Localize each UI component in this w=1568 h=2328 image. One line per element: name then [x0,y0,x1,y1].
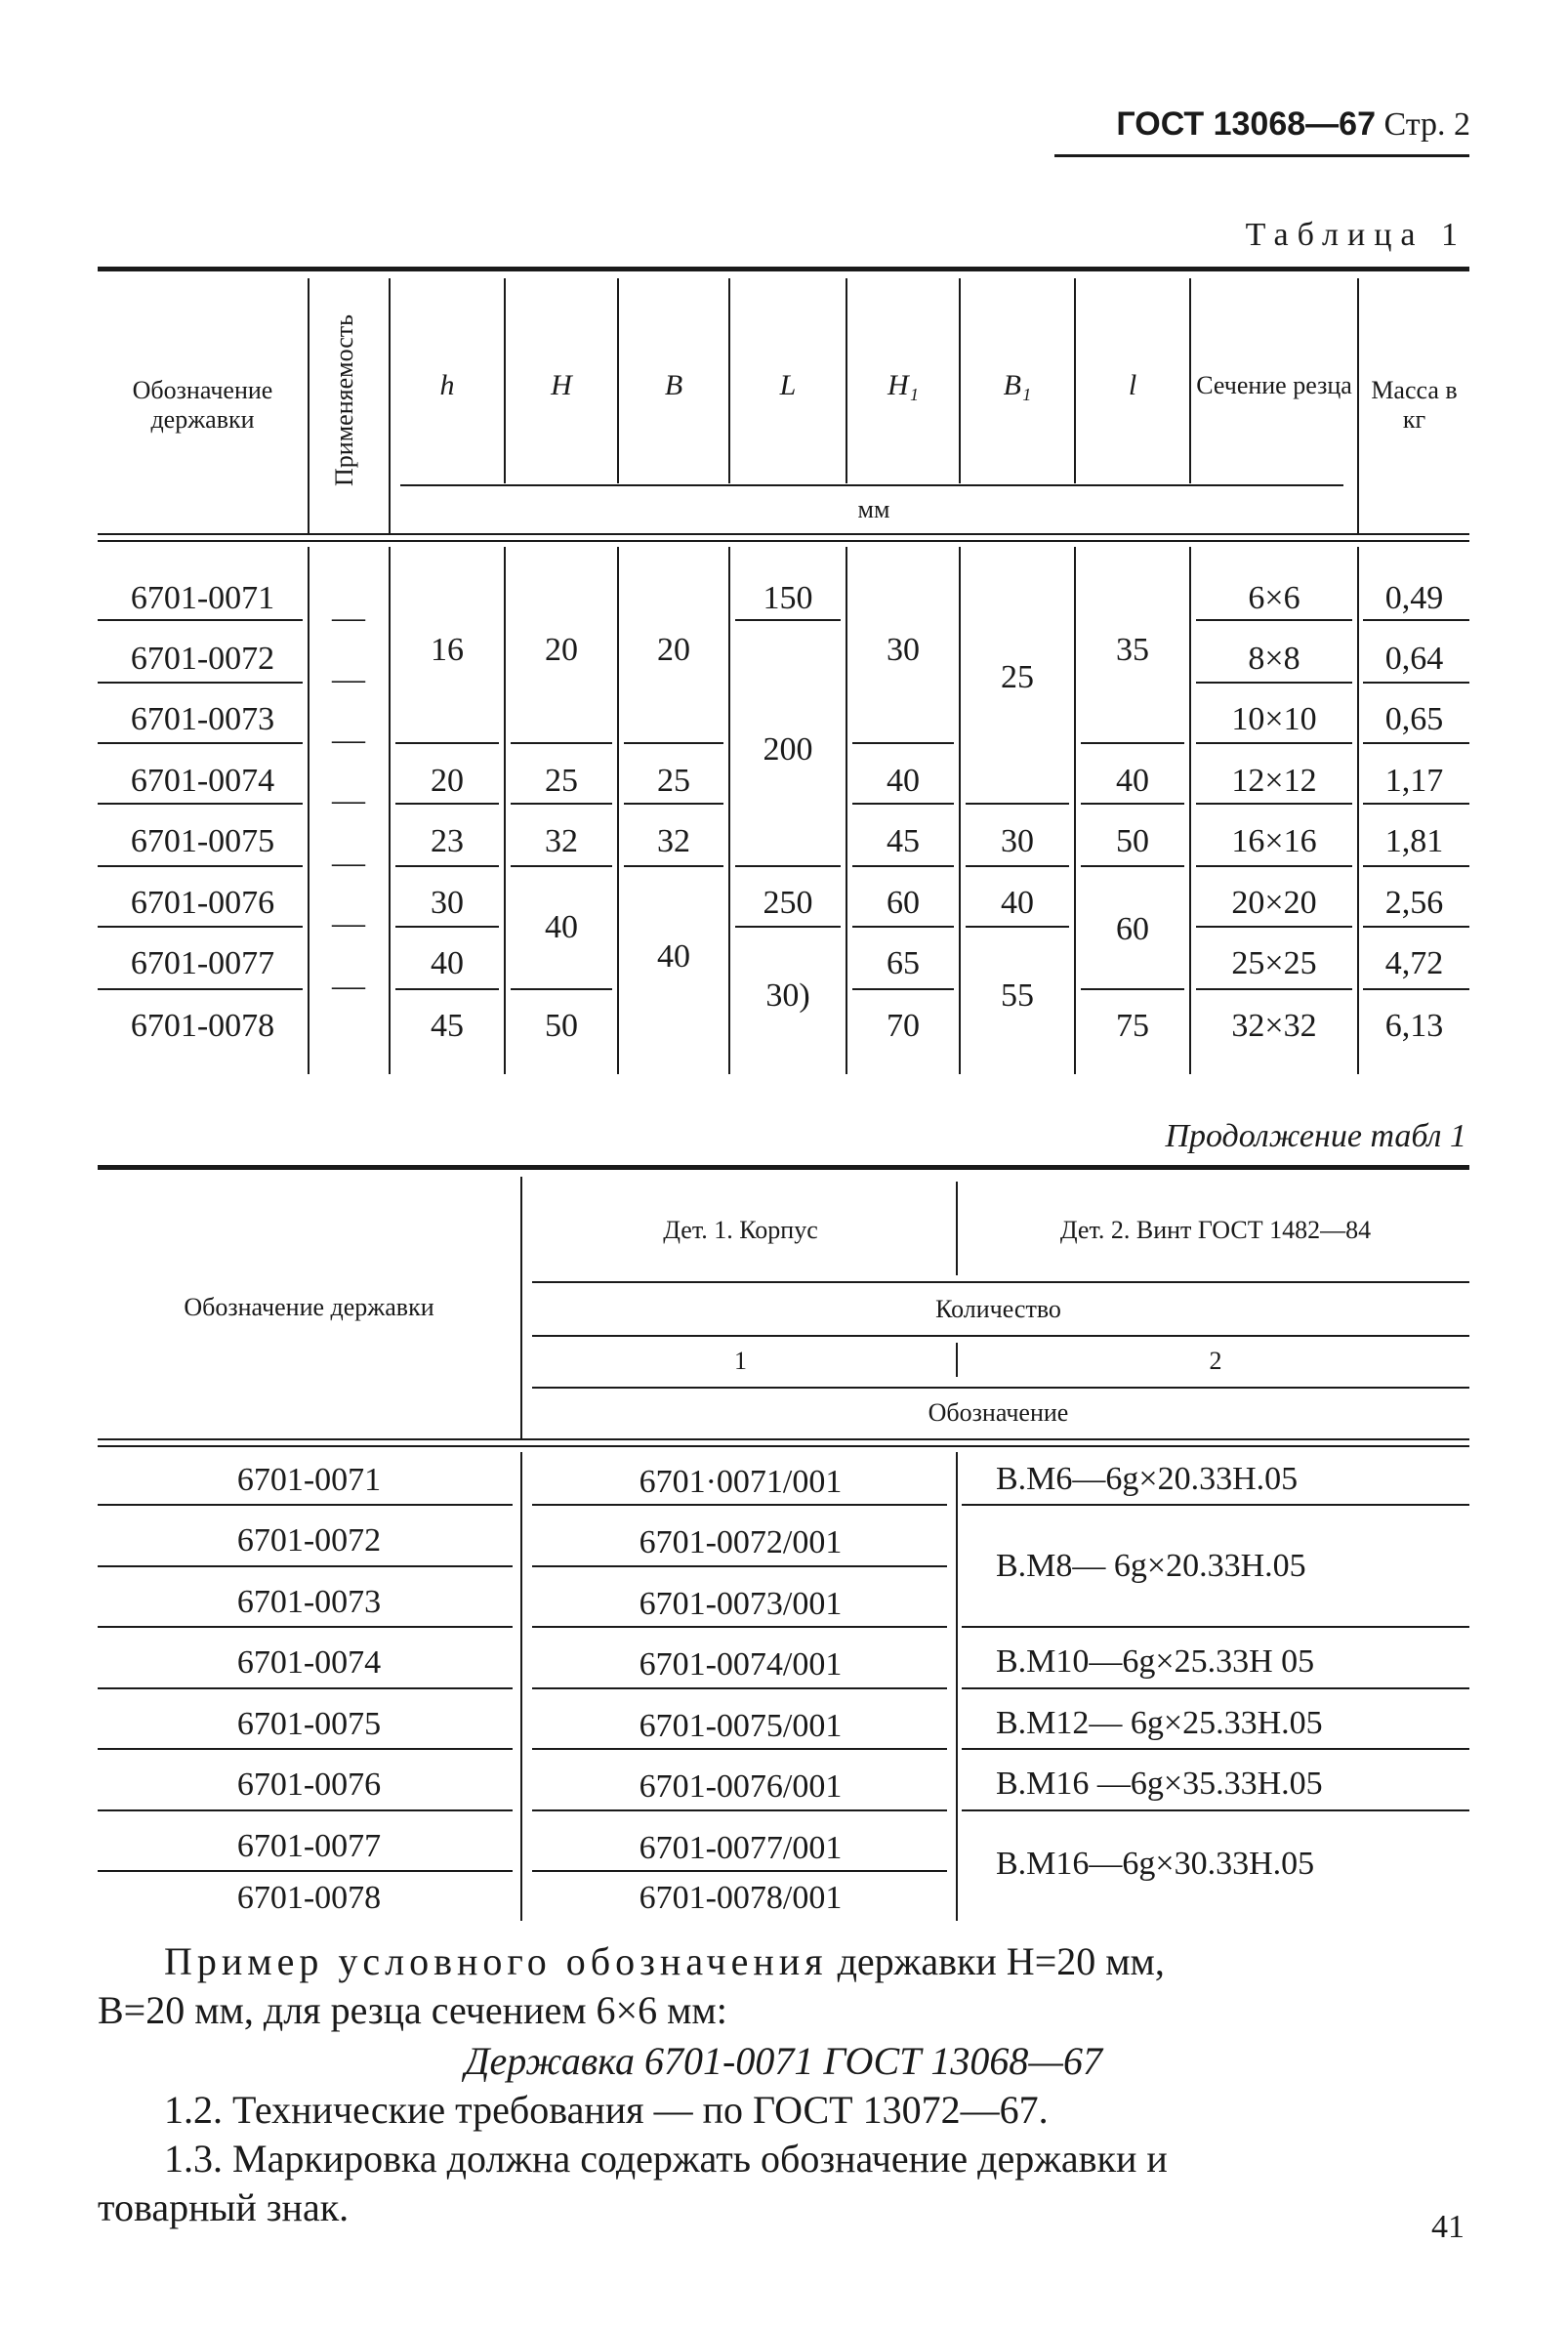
t2-head-oboz: Обозначение [928,1398,1069,1427]
t2-screw: В.М16—6g×30.33Н.05 [996,1846,1315,1882]
t1-h: 23 [431,823,464,859]
t1-mass: 0,65 [1384,701,1444,737]
t1-applicability: — [332,845,365,881]
t1-applicability: — [332,905,365,941]
page-label: Стр. 2 [1383,106,1470,143]
t1-H: 20 [545,632,578,668]
t1-H1: 45 [887,823,920,859]
t1-mass: 4,72 [1384,945,1444,981]
t2-body: 6701·0071/001 [639,1464,843,1500]
t1-h: 40 [431,945,464,981]
t2-screw: В.М6—6g×20.33Н.05 [996,1461,1299,1497]
t2-designation: 6701-0074 [236,1644,382,1681]
t1-B1: 55 [1001,977,1034,1014]
t2-designation: 6701-0076 [236,1767,382,1803]
t1-head-mm: мм [857,495,890,523]
table1-caption: Таблица 1 [1245,217,1466,253]
example-line2: B=20 мм, для резца сечением 6×6 мм: [98,1988,727,2032]
t1-B: 40 [657,938,690,975]
t1-mass: 1,17 [1384,763,1444,799]
t2-head-q1: 1 [734,1347,747,1375]
paragraph-1-2: 1.2. Технические требования — по ГОСТ 13072—67. [164,2088,1049,2132]
example-designation: Державка 6701-0071 ГОСТ 13068—67 [465,2039,1102,2083]
paragraph-1-3-cont: товарный знак. [98,2185,350,2229]
t1-applicability: — [332,661,365,697]
t1-designation: 6701-0073 [130,701,275,737]
t2-body: 6701-0078/001 [639,1880,843,1916]
t2-designation: 6701-0075 [236,1706,382,1742]
t1-section: 10×10 [1231,701,1317,737]
page-number: 41 [1431,2209,1465,2245]
t1-l: 40 [1116,763,1149,799]
t2-body: 6701-0074/001 [639,1646,843,1683]
t1-head-l: l [1128,369,1137,401]
t1-head-B1: B₁ [1003,369,1032,401]
t1-designation: 6701-0071 [130,580,275,616]
t1-h: 16 [431,632,464,668]
t1-H1: 40 [887,763,920,799]
t1-B: 20 [657,632,690,668]
t1-H: 50 [545,1008,578,1044]
t2-body: 6701-0075/001 [639,1708,843,1744]
t2-head-quantity: Количество [935,1295,1061,1323]
t2-designation: 6701-0077 [236,1828,382,1864]
t2-body: 6701-0077/001 [639,1830,843,1866]
t1-mass: 2,56 [1384,885,1444,921]
t1-H1: 30 [887,632,920,668]
t1-H: 25 [545,763,578,799]
t1-head-H1: H₁ [887,369,920,401]
t1-B1: 25 [1001,659,1034,695]
t1-designation: 6701-0077 [130,945,275,981]
t1-designation: 6701-0072 [130,641,275,677]
t1-h: 30 [431,885,464,921]
t1-section: 16×16 [1231,823,1317,859]
t1-H: 32 [545,823,578,859]
document-header [1116,105,1470,144]
t1-L: 200 [763,731,813,768]
t1-mass: 1,81 [1384,823,1444,859]
t1-head-designation: Обозначение державки [132,376,273,434]
t1-L: 250 [763,885,813,921]
t1-applicability [310,997,387,1056]
t1-section: 8×8 [1248,641,1300,677]
t1-l: 60 [1116,911,1149,947]
t2-screw: В.М16 —6g×35.33Н.05 [996,1766,1323,1802]
t1-designation: 6701-0078 [130,1008,275,1044]
t2-designation: 6701-0073 [236,1584,382,1620]
t1-applicability: — [332,968,365,1004]
example-rest: державки H=20 мм, [827,1939,1165,1983]
t2-head-designation: Обозначение державки [184,1293,434,1321]
t1-mass: 0,49 [1384,580,1444,616]
t2-screw: В.М10—6g×25.33Н 05 [996,1643,1315,1680]
t1-l: 75 [1116,1008,1149,1044]
t1-section: 32×32 [1231,1008,1317,1044]
t1-designation: 6701-0075 [130,823,275,859]
t1-l: 50 [1116,823,1149,859]
t1-head-applicability: Применяемость [330,314,358,486]
t2-designation: 6701-0071 [236,1462,382,1498]
t1-designation: 6701-0074 [130,763,275,799]
t1-h: 45 [431,1008,464,1044]
paragraph-1-3: 1.3. Маркировка должна содержать обозначение державки и [164,2137,1168,2181]
t1-B1: 30 [1001,823,1034,859]
t1-applicability: — [332,600,365,636]
t1-applicability: — [332,782,365,818]
t1-H: 40 [545,909,578,945]
t2-head-q2: 2 [1209,1347,1222,1375]
table2-caption: Продолжение табл 1 [1165,1118,1466,1154]
t1-section: 25×25 [1231,945,1317,981]
t2-designation: 6701-0072 [236,1522,382,1559]
t1-head-h: h [439,369,455,401]
gost-number: ГОСТ 13068—67 [1116,105,1376,143]
t2-body: 6701-0073/001 [639,1586,843,1622]
t2-body: 6701-0076/001 [639,1768,843,1805]
t1-head-H: H [551,369,572,401]
t1-mass: 0,64 [1384,641,1444,677]
t1-head-L: L [779,369,797,401]
t1-section: 20×20 [1231,885,1317,921]
t2-head-det2: Дет. 2. Винт ГОСТ 1482—84 [1059,1216,1372,1244]
t1-head-mass: Масса в кг [1371,376,1458,434]
t1-H1: 70 [887,1008,920,1044]
t2-head-det1: Дет. 1. Корпус [663,1216,818,1244]
t1-applicability: — [332,722,365,758]
t1-L: 150 [763,580,813,616]
t1-H1: 65 [887,945,920,981]
t1-mass: 6,13 [1384,1008,1444,1044]
t1-designation: 6701-0076 [130,885,275,921]
t1-B1: 40 [1001,885,1034,921]
t2-body: 6701-0072/001 [639,1524,843,1560]
t1-section: 12×12 [1231,763,1317,799]
t1-B: 32 [657,823,690,859]
t1-h: 20 [431,763,464,799]
t1-L: 30) [765,977,810,1014]
t1-section: 6×6 [1248,580,1300,616]
t2-screw: В.М8— 6g×20.33Н.05 [996,1548,1306,1584]
t1-l: 35 [1116,632,1149,668]
t2-designation: 6701-0078 [236,1880,382,1916]
t2-screw: В.М12— 6g×25.33Н.05 [996,1705,1323,1741]
t1-head-section: Сечение резца [1196,371,1352,399]
example-paragraph [98,1937,1469,1986]
t1-B: 25 [657,763,690,799]
header-rule [1054,154,1469,157]
t1-H1: 60 [887,885,920,921]
example-spaced: Пример условного обозначения [164,1939,828,1983]
t1-head-B: B [664,369,683,401]
